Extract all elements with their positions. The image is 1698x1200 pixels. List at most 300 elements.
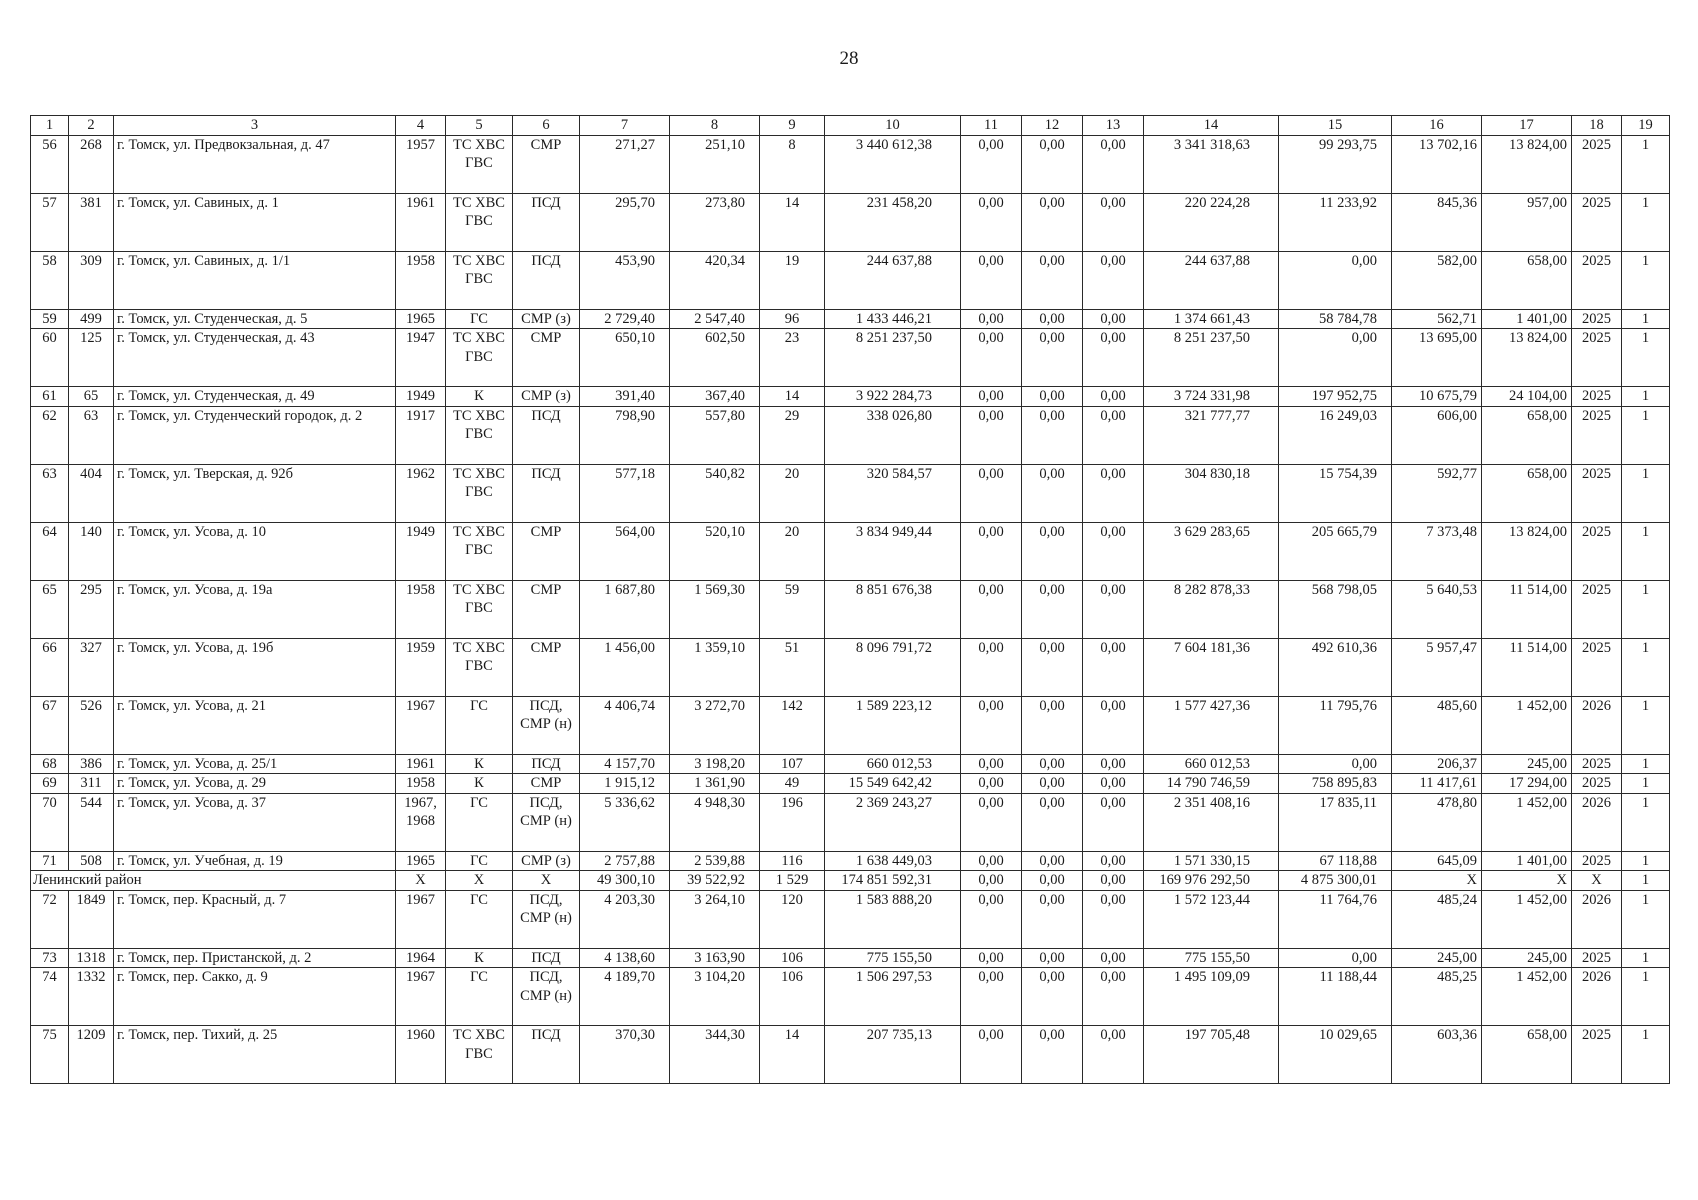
cell-stage: 1 [1622,754,1670,774]
cell-regional: 0,00 [1022,193,1083,251]
cell-systems: ТС ХВС ГВС [446,329,513,387]
cell-local: 0,00 [1083,251,1144,309]
cell-living-area: 344,30 [670,1026,760,1084]
cell-living-area: 251,10 [670,135,760,193]
cell-max-unit-cost: 13 824,00 [1482,522,1572,580]
cell-no: 65 [31,580,69,638]
cell-reg-no: 1209 [69,1026,114,1084]
cell-other-funds: 16 249,03 [1279,406,1392,464]
cell-plan-year: 2025 [1572,464,1622,522]
cell-total-area: 1 915,12 [580,774,670,794]
cell-other-funds: 11 188,44 [1279,968,1392,1026]
col-header-other-funds: 15 [1279,116,1392,136]
cell-address: г. Томск, пер. Красный, д. 7 [114,890,396,948]
cell-work-type: СМР (з) [513,851,580,871]
cell-total-cost: 244 637,88 [825,251,961,309]
cell-living-area: 1 361,90 [670,774,760,794]
cell-owners-funds: 1 571 330,15 [1144,851,1279,871]
cell-systems: К [446,754,513,774]
cell-total-cost: 338 026,80 [825,406,961,464]
cell-local: 0,00 [1083,968,1144,1026]
cell-living-area: 1 359,10 [670,638,760,696]
cell-living-area: 3 272,70 [670,696,760,754]
cell-other-funds: 492 610,36 [1279,638,1392,696]
cell-federal: 0,00 [961,464,1022,522]
cell-residents: 120 [760,890,825,948]
cell-local: 0,00 [1083,696,1144,754]
cell-unit-cost: 13 702,16 [1392,135,1482,193]
cell-other-funds: 0,00 [1279,329,1392,387]
cell-address: г. Томск, ул. Усова, д. 19б [114,638,396,696]
cell-regional: 0,00 [1022,406,1083,464]
cell-reg-no: 140 [69,522,114,580]
cell-total-cost: 8 251 237,50 [825,329,961,387]
cell-regional: 0,00 [1022,851,1083,871]
cell-federal: 0,00 [961,406,1022,464]
cell-stage: 1 [1622,135,1670,193]
cell-stage: 1 [1622,1026,1670,1084]
cell-federal: 0,00 [961,968,1022,1026]
cell-unit-cost: 645,09 [1392,851,1482,871]
cell-address: г. Томск, пер. Сакко, д. 9 [114,968,396,1026]
cell-owners-funds: 3 629 283,65 [1144,522,1279,580]
total-cell-local: 0,00 [1083,871,1144,891]
cell-work-type: ПСД [513,193,580,251]
table-row [31,406,1670,464]
cell-federal: 0,00 [961,948,1022,968]
cell-max-unit-cost: 1 401,00 [1482,851,1572,871]
cell-max-unit-cost: 13 824,00 [1482,329,1572,387]
cell-owners-funds: 197 705,48 [1144,1026,1279,1084]
cell-max-unit-cost: 11 514,00 [1482,638,1572,696]
cell-owners-funds: 1 374 661,43 [1144,309,1279,329]
cell-systems: ТС ХВС ГВС [446,1026,513,1084]
cell-residents: 116 [760,851,825,871]
cell-total-area: 564,00 [580,522,670,580]
cell-stage: 1 [1622,774,1670,794]
cell-living-area: 3 163,90 [670,948,760,968]
cell-owners-funds: 321 777,77 [1144,406,1279,464]
cell-work-type: СМР [513,638,580,696]
cell-reg-no: 1849 [69,890,114,948]
cell-address: г. Томск, ул. Усова, д. 29 [114,774,396,794]
cell-residents: 107 [760,754,825,774]
cell-systems: ТС ХВС ГВС [446,251,513,309]
cell-stage: 1 [1622,387,1670,407]
cell-living-area: 2 539,88 [670,851,760,871]
cell-plan-year: 2026 [1572,968,1622,1026]
cell-residents: 23 [760,329,825,387]
cell-regional: 0,00 [1022,948,1083,968]
cell-total-area: 4 157,70 [580,754,670,774]
cell-no: 64 [31,522,69,580]
cell-year: 1962 [396,464,446,522]
cell-total-cost: 660 012,53 [825,754,961,774]
cell-federal: 0,00 [961,1026,1022,1084]
cell-no: 58 [31,251,69,309]
cell-living-area: 520,10 [670,522,760,580]
cell-residents: 96 [760,309,825,329]
cell-total-cost: 8 851 676,38 [825,580,961,638]
cell-address: г. Томск, ул. Студенческий городок, д. 2 [114,406,396,464]
cell-systems: ТС ХВС ГВС [446,580,513,638]
cell-total-area: 295,70 [580,193,670,251]
cell-total-area: 798,90 [580,406,670,464]
cell-other-funds: 58 784,78 [1279,309,1392,329]
cell-systems: ГС [446,890,513,948]
col-header-systems: 5 [446,116,513,136]
table-row [31,774,1670,794]
cell-total-area: 391,40 [580,387,670,407]
cell-max-unit-cost: 13 824,00 [1482,135,1572,193]
cell-plan-year: 2025 [1572,1026,1622,1084]
cell-stage: 1 [1622,406,1670,464]
cell-work-type: ПСД [513,1026,580,1084]
cell-regional: 0,00 [1022,890,1083,948]
cell-other-funds: 17 835,11 [1279,793,1392,851]
cell-owners-funds: 1 577 427,36 [1144,696,1279,754]
col-header-stage: 19 [1622,116,1670,136]
cell-owners-funds: 8 251 237,50 [1144,329,1279,387]
table-row [31,387,1670,407]
cell-owners-funds: 7 604 181,36 [1144,638,1279,696]
cell-year: 1965 [396,851,446,871]
total-cell-owners-funds: 169 976 292,50 [1144,871,1279,891]
cell-reg-no: 268 [69,135,114,193]
cell-other-funds: 758 895,83 [1279,774,1392,794]
program-table [30,115,1670,1084]
table-row [31,754,1670,774]
cell-owners-funds: 1 495 109,09 [1144,968,1279,1026]
cell-regional: 0,00 [1022,135,1083,193]
cell-address: г. Томск, пер. Тихий, д. 25 [114,1026,396,1084]
cell-systems: К [446,774,513,794]
cell-systems: К [446,387,513,407]
cell-local: 0,00 [1083,329,1144,387]
cell-address: г. Томск, ул. Усова, д. 19а [114,580,396,638]
cell-regional: 0,00 [1022,793,1083,851]
cell-address: г. Томск, ул. Усова, д. 37 [114,793,396,851]
cell-owners-funds: 304 830,18 [1144,464,1279,522]
cell-work-type: ПСД [513,464,580,522]
cell-regional: 0,00 [1022,309,1083,329]
total-cell-plan-year: Х [1572,871,1622,891]
cell-systems: ТС ХВС ГВС [446,464,513,522]
cell-regional: 0,00 [1022,1026,1083,1084]
cell-unit-cost: 478,80 [1392,793,1482,851]
cell-residents: 14 [760,387,825,407]
cell-unit-cost: 5 957,47 [1392,638,1482,696]
cell-total-area: 650,10 [580,329,670,387]
cell-unit-cost: 206,37 [1392,754,1482,774]
col-header-total-cost: 10 [825,116,961,136]
cell-year: 1967 [396,890,446,948]
cell-living-area: 1 569,30 [670,580,760,638]
cell-residents: 51 [760,638,825,696]
cell-address: г. Томск, ул. Усова, д. 25/1 [114,754,396,774]
col-header-address: 3 [114,116,396,136]
cell-local: 0,00 [1083,135,1144,193]
cell-unit-cost: 10 675,79 [1392,387,1482,407]
cell-other-funds: 0,00 [1279,948,1392,968]
cell-owners-funds: 8 282 878,33 [1144,580,1279,638]
cell-plan-year: 2025 [1572,522,1622,580]
cell-no: 56 [31,135,69,193]
cell-stage: 1 [1622,251,1670,309]
cell-local: 0,00 [1083,464,1144,522]
cell-year: 1958 [396,251,446,309]
cell-stage: 1 [1622,329,1670,387]
cell-total-cost: 320 584,57 [825,464,961,522]
cell-unit-cost: 11 417,61 [1392,774,1482,794]
cell-regional: 0,00 [1022,522,1083,580]
cell-local: 0,00 [1083,522,1144,580]
cell-federal: 0,00 [961,696,1022,754]
cell-residents: 59 [760,580,825,638]
total-cell-year: Х [396,871,446,891]
cell-no: 68 [31,754,69,774]
cell-year: 1958 [396,774,446,794]
cell-no: 57 [31,193,69,251]
cell-total-area: 577,18 [580,464,670,522]
cell-residents: 19 [760,251,825,309]
cell-year: 1949 [396,387,446,407]
col-header-living-area: 8 [670,116,760,136]
cell-year: 1967, 1968 [396,793,446,851]
cell-regional: 0,00 [1022,387,1083,407]
cell-systems: ГС [446,968,513,1026]
district-total-row [31,871,1670,891]
cell-max-unit-cost: 245,00 [1482,754,1572,774]
table-row [31,948,1670,968]
cell-total-cost: 3 922 284,73 [825,387,961,407]
table-row [31,309,1670,329]
cell-reg-no: 327 [69,638,114,696]
cell-address: г. Томск, ул. Учебная, д. 19 [114,851,396,871]
cell-living-area: 420,34 [670,251,760,309]
cell-regional: 0,00 [1022,696,1083,754]
cell-residents: 20 [760,522,825,580]
cell-unit-cost: 485,24 [1392,890,1482,948]
cell-total-cost: 1 583 888,20 [825,890,961,948]
cell-regional: 0,00 [1022,774,1083,794]
cell-other-funds: 568 798,05 [1279,580,1392,638]
cell-no: 62 [31,406,69,464]
cell-address: г. Томск, ул. Студенческая, д. 49 [114,387,396,407]
cell-unit-cost: 582,00 [1392,251,1482,309]
cell-unit-cost: 13 695,00 [1392,329,1482,387]
cell-owners-funds: 2 351 408,16 [1144,793,1279,851]
cell-federal: 0,00 [961,387,1022,407]
cell-other-funds: 99 293,75 [1279,135,1392,193]
cell-other-funds: 0,00 [1279,754,1392,774]
cell-other-funds: 197 952,75 [1279,387,1392,407]
cell-other-funds: 15 754,39 [1279,464,1392,522]
cell-residents: 29 [760,406,825,464]
table-row [31,251,1670,309]
cell-reg-no: 544 [69,793,114,851]
cell-year: 1949 [396,522,446,580]
cell-year: 1961 [396,193,446,251]
cell-stage: 1 [1622,193,1670,251]
cell-stage: 1 [1622,968,1670,1026]
cell-federal: 0,00 [961,638,1022,696]
cell-owners-funds: 3 341 318,63 [1144,135,1279,193]
cell-total-area: 4 138,60 [580,948,670,968]
cell-plan-year: 2025 [1572,387,1622,407]
cell-work-type: ПСД [513,754,580,774]
cell-work-type: СМР [513,135,580,193]
cell-living-area: 2 547,40 [670,309,760,329]
cell-total-area: 4 406,74 [580,696,670,754]
cell-year: 1947 [396,329,446,387]
cell-federal: 0,00 [961,309,1022,329]
cell-address: г. Томск, ул. Савиных, д. 1/1 [114,251,396,309]
cell-local: 0,00 [1083,754,1144,774]
cell-work-type: ПСД, СМР (н) [513,793,580,851]
cell-stage: 1 [1622,464,1670,522]
cell-total-cost: 1 506 297,53 [825,968,961,1026]
table-row [31,1026,1670,1084]
col-header-residents: 9 [760,116,825,136]
cell-stage: 1 [1622,793,1670,851]
cell-reg-no: 295 [69,580,114,638]
cell-residents: 14 [760,193,825,251]
cell-unit-cost: 845,36 [1392,193,1482,251]
cell-plan-year: 2026 [1572,890,1622,948]
cell-year: 1917 [396,406,446,464]
col-header-unit-cost: 16 [1392,116,1482,136]
cell-total-cost: 775 155,50 [825,948,961,968]
cell-systems: ТС ХВС ГВС [446,406,513,464]
cell-plan-year: 2025 [1572,329,1622,387]
cell-stage: 1 [1622,696,1670,754]
cell-residents: 8 [760,135,825,193]
cell-plan-year: 2025 [1572,851,1622,871]
cell-max-unit-cost: 1 452,00 [1482,793,1572,851]
total-cell-work-type: Х [513,871,580,891]
table-row [31,851,1670,871]
cell-federal: 0,00 [961,522,1022,580]
col-header-plan-year: 18 [1572,116,1622,136]
table-body [31,116,1670,1084]
cell-stage: 1 [1622,638,1670,696]
table-row [31,968,1670,1026]
cell-reg-no: 499 [69,309,114,329]
cell-other-funds: 205 665,79 [1279,522,1392,580]
cell-reg-no: 311 [69,774,114,794]
cell-unit-cost: 592,77 [1392,464,1482,522]
cell-reg-no: 508 [69,851,114,871]
cell-federal: 0,00 [961,135,1022,193]
cell-residents: 106 [760,948,825,968]
cell-plan-year: 2025 [1572,638,1622,696]
col-header-work-type: 6 [513,116,580,136]
cell-local: 0,00 [1083,406,1144,464]
cell-unit-cost: 606,00 [1392,406,1482,464]
cell-plan-year: 2025 [1572,406,1622,464]
cell-federal: 0,00 [961,193,1022,251]
cell-federal: 0,00 [961,890,1022,948]
cell-stage: 1 [1622,851,1670,871]
cell-work-type: ПСД [513,251,580,309]
col-header-total-area: 7 [580,116,670,136]
cell-owners-funds: 1 572 123,44 [1144,890,1279,948]
cell-unit-cost: 5 640,53 [1392,580,1482,638]
district-label: Ленинский район [31,871,396,891]
cell-no: 73 [31,948,69,968]
page-number: 28 [839,48,859,69]
table-row [31,890,1670,948]
cell-work-type: ПСД, СМР (н) [513,968,580,1026]
cell-no: 66 [31,638,69,696]
cell-total-area: 370,30 [580,1026,670,1084]
cell-federal: 0,00 [961,580,1022,638]
cell-local: 0,00 [1083,948,1144,968]
cell-other-funds: 0,00 [1279,251,1392,309]
cell-plan-year: 2025 [1572,193,1622,251]
cell-work-type: ПСД [513,406,580,464]
total-cell-stage: 1 [1622,871,1670,891]
cell-systems: К [446,948,513,968]
cell-total-area: 2 729,40 [580,309,670,329]
header-row [31,116,1670,136]
cell-stage: 1 [1622,522,1670,580]
table-row [31,522,1670,580]
cell-total-area: 5 336,62 [580,793,670,851]
cell-max-unit-cost: 658,00 [1482,251,1572,309]
cell-year: 1961 [396,754,446,774]
cell-total-area: 4 203,30 [580,890,670,948]
cell-systems: ТС ХВС ГВС [446,638,513,696]
cell-unit-cost: 562,71 [1392,309,1482,329]
table-row [31,135,1670,193]
cell-federal: 0,00 [961,774,1022,794]
cell-year: 1965 [396,309,446,329]
cell-owners-funds: 14 790 746,59 [1144,774,1279,794]
col-header-no: 1 [31,116,69,136]
cell-total-cost: 15 549 642,42 [825,774,961,794]
cell-no: 72 [31,890,69,948]
cell-regional: 0,00 [1022,968,1083,1026]
cell-reg-no: 526 [69,696,114,754]
cell-max-unit-cost: 1 452,00 [1482,968,1572,1026]
table-row [31,329,1670,387]
cell-plan-year: 2026 [1572,696,1622,754]
cell-systems: ГС [446,309,513,329]
cell-residents: 106 [760,968,825,1026]
cell-living-area: 4 948,30 [670,793,760,851]
cell-no: 71 [31,851,69,871]
cell-year: 1967 [396,696,446,754]
cell-max-unit-cost: 658,00 [1482,464,1572,522]
cell-reg-no: 1332 [69,968,114,1026]
cell-max-unit-cost: 658,00 [1482,1026,1572,1084]
cell-regional: 0,00 [1022,754,1083,774]
cell-reg-no: 404 [69,464,114,522]
cell-local: 0,00 [1083,193,1144,251]
cell-living-area: 602,50 [670,329,760,387]
cell-address: г. Томск, ул. Савиных, д. 1 [114,193,396,251]
cell-plan-year: 2025 [1572,580,1622,638]
cell-local: 0,00 [1083,387,1144,407]
cell-address: г. Томск, ул. Студенческая, д. 5 [114,309,396,329]
cell-local: 0,00 [1083,793,1144,851]
cell-total-area: 2 757,88 [580,851,670,871]
cell-reg-no: 386 [69,754,114,774]
cell-total-cost: 3 834 949,44 [825,522,961,580]
cell-stage: 1 [1622,309,1670,329]
